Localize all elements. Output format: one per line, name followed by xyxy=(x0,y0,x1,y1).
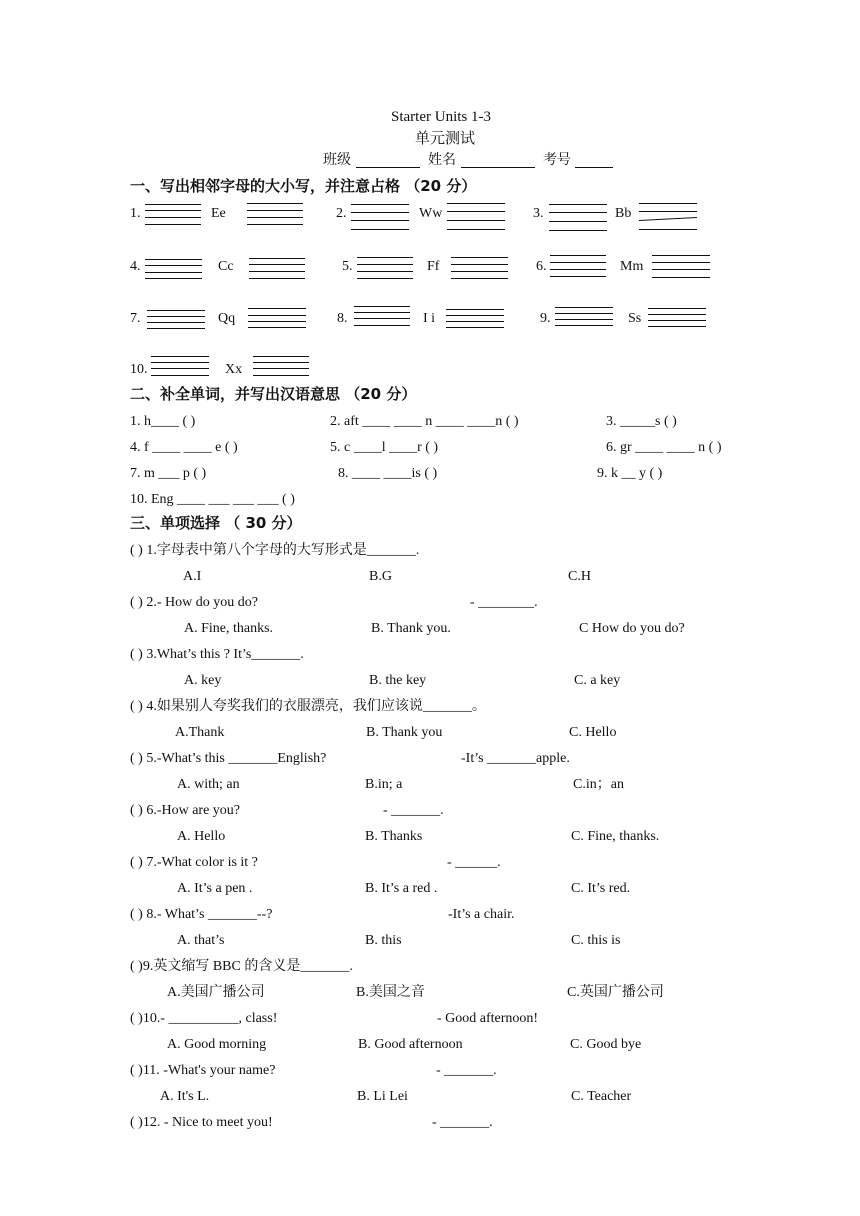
question-answer-prompt: -It’s _______apple. xyxy=(461,751,570,766)
writing-line xyxy=(248,321,306,322)
option-c[interactable]: C.in；an xyxy=(573,777,624,792)
writing-line xyxy=(357,278,413,279)
writing-line xyxy=(652,269,710,270)
option-a[interactable]: A.美国广播公司 xyxy=(167,985,265,1000)
letter-item-number: 1. xyxy=(130,206,141,221)
writing-line xyxy=(145,272,202,273)
letter-item-letter: I i xyxy=(423,311,436,326)
writing-line xyxy=(549,204,607,205)
fill-word-item[interactable]: 3. _____s ( ) xyxy=(606,414,677,429)
writing-line xyxy=(555,313,613,314)
fill-word-item[interactable]: 5. c ____l ____r ( ) xyxy=(330,440,439,455)
option-b[interactable]: B. Good afternoon xyxy=(358,1037,463,1052)
writing-line xyxy=(249,278,305,279)
option-b[interactable]: B. It’s a red . xyxy=(365,881,438,896)
writing-line xyxy=(639,203,697,204)
option-c[interactable]: C. Hello xyxy=(569,725,617,740)
writing-line xyxy=(652,255,710,256)
writing-line xyxy=(648,326,706,327)
exam-number-field-blank[interactable] xyxy=(575,167,613,168)
fill-word-item[interactable]: 6. gr ____ ____ n ( ) xyxy=(606,440,722,455)
writing-line xyxy=(451,271,508,272)
option-a[interactable]: A.Thank xyxy=(175,725,225,740)
writing-line xyxy=(639,217,697,221)
letter-item-letter: Ss xyxy=(628,311,642,326)
letter-item-letter: Cc xyxy=(218,259,234,274)
question-answer-prompt: - ______. xyxy=(447,855,501,870)
option-c[interactable]: C.H xyxy=(568,569,591,584)
option-b[interactable]: B.in; a xyxy=(365,777,403,792)
question-stem: ( ) 3.What’s this ? It’s_______. xyxy=(130,647,304,662)
writing-line xyxy=(145,224,201,225)
fill-word-item[interactable]: 1. h____ ( ) xyxy=(130,414,196,429)
writing-line xyxy=(249,264,305,265)
class-field-blank[interactable] xyxy=(356,167,420,168)
question-stem: ( ) 1.字母表中第八个字母的大写形式是_______. xyxy=(130,543,420,558)
writing-line xyxy=(247,217,303,218)
writing-line xyxy=(249,258,305,259)
letter-item-number: 6. xyxy=(536,259,547,274)
question-answer-prompt: - _______. xyxy=(432,1115,493,1130)
option-c[interactable]: C. It’s red. xyxy=(571,881,631,896)
writing-line xyxy=(357,257,413,258)
writing-line xyxy=(652,277,710,278)
option-b[interactable]: B. this xyxy=(365,933,402,948)
writing-line xyxy=(639,229,697,230)
question-stem: ( ) 7.-What color is it ? xyxy=(130,855,258,870)
letter-item-number: 10. xyxy=(130,362,148,377)
question-answer-prompt: -It’s a chair. xyxy=(448,907,515,922)
writing-line xyxy=(145,259,202,260)
writing-line xyxy=(550,269,606,270)
letter-item-letter: Ww xyxy=(419,206,443,221)
question-stem: ( ) 4.如果别人夸奖我们的衣服漂亮，我们应该说_______。 xyxy=(130,699,486,714)
writing-line xyxy=(351,204,409,205)
writing-line xyxy=(648,308,706,309)
letter-item-number: 3. xyxy=(533,206,544,221)
option-a[interactable]: A. Hello xyxy=(177,829,226,844)
option-c[interactable]: C. this is xyxy=(571,933,621,948)
question-answer-prompt: - _______. xyxy=(436,1063,497,1078)
question-answer-prompt: - _______. xyxy=(383,803,444,818)
writing-line xyxy=(451,257,508,258)
question-stem: ( ) 6.-How are you? xyxy=(130,803,241,818)
writing-line xyxy=(550,262,606,263)
option-c[interactable]: C.英国广播公司 xyxy=(567,985,664,1000)
writing-line xyxy=(648,320,706,321)
writing-line xyxy=(447,229,505,230)
option-c[interactable]: C. Teacher xyxy=(571,1089,632,1104)
writing-line xyxy=(145,265,202,266)
question-answer-prompt: - Good afternoon! xyxy=(437,1011,539,1026)
question-stem: ( )10.- __________, class! xyxy=(130,1011,278,1026)
option-c[interactable]: C. Good bye xyxy=(570,1037,642,1052)
writing-line xyxy=(451,264,508,265)
option-a[interactable]: A. that’s xyxy=(177,933,225,948)
writing-line xyxy=(446,309,504,310)
section-3-heading: 三、单项选择 （ 30 分） xyxy=(130,514,302,532)
letter-item-number: 7. xyxy=(130,311,141,326)
letter-item-number: 2. xyxy=(336,206,347,221)
option-a[interactable]: A. Good morning xyxy=(167,1037,267,1052)
letter-item-letter: Qq xyxy=(218,311,236,326)
writing-line xyxy=(351,229,409,230)
writing-line xyxy=(446,321,504,322)
writing-line xyxy=(247,224,303,225)
letter-item-letter: Bb xyxy=(615,206,632,221)
letter-item-letter: Xx xyxy=(225,362,243,377)
writing-line xyxy=(151,368,209,369)
writing-line xyxy=(249,271,305,272)
name-field-label: 姓名 xyxy=(428,153,456,168)
section-1-heading: 一、写出相邻字母的大小写，并注意占格 （20 分） xyxy=(130,177,477,195)
writing-line xyxy=(446,315,504,316)
question-stem: ( ) 8.- What’s _______--? xyxy=(130,907,273,922)
letter-item-number: 9. xyxy=(540,311,551,326)
writing-line xyxy=(351,212,409,213)
writing-line xyxy=(639,211,697,212)
writing-line xyxy=(354,312,410,313)
fill-word-item[interactable]: 9. k __ y ( ) xyxy=(597,466,663,481)
writing-line xyxy=(253,356,309,357)
writing-line xyxy=(351,220,409,221)
option-a[interactable]: A. with; an xyxy=(177,777,240,792)
writing-line xyxy=(247,203,303,204)
fill-word-item[interactable]: 4. f ____ ____ e ( ) xyxy=(130,440,238,455)
writing-line xyxy=(145,210,201,211)
writing-line xyxy=(648,314,706,315)
writing-line xyxy=(652,262,710,263)
option-c[interactable]: C. a key xyxy=(574,673,621,688)
letter-item-number: 5. xyxy=(342,259,353,274)
writing-line xyxy=(354,325,410,326)
question-answer-prompt: - ________. xyxy=(470,595,538,610)
writing-line xyxy=(247,210,303,211)
option-b[interactable]: B. the key xyxy=(369,673,427,688)
writing-line xyxy=(145,278,202,279)
fill-word-item[interactable]: 2. aft ____ ____ n ____ ____n ( ) xyxy=(330,414,519,429)
question-stem: ( )12. - Nice to meet you! xyxy=(130,1115,273,1130)
question-stem: ( ) 5.-What’s this _______English? xyxy=(130,751,327,766)
option-b[interactable]: B. Thanks xyxy=(365,829,423,844)
writing-line xyxy=(253,375,309,376)
name-field-blank[interactable] xyxy=(461,167,535,168)
writing-line xyxy=(354,306,410,307)
option-a[interactable]: A. It's L. xyxy=(160,1089,210,1104)
writing-line xyxy=(550,255,606,256)
writing-line xyxy=(357,271,413,272)
writing-line xyxy=(151,356,209,357)
option-a[interactable]: A. It’s a pen . xyxy=(177,881,253,896)
writing-line xyxy=(549,212,607,213)
writing-line xyxy=(555,325,613,326)
page-title: Starter Units 1-3 xyxy=(391,109,491,125)
letter-item-letter: Ff xyxy=(427,259,440,274)
writing-line xyxy=(253,362,309,363)
option-c[interactable]: C How do you do? xyxy=(579,621,685,636)
writing-line xyxy=(550,276,606,277)
question-stem: ( )9.英文缩写 BBC 的含义是_______. xyxy=(130,959,353,974)
letter-item-number: 8. xyxy=(337,311,348,326)
option-c[interactable]: C. Fine, thanks. xyxy=(571,829,660,844)
writing-line xyxy=(446,327,504,328)
writing-line xyxy=(151,362,209,363)
writing-line xyxy=(145,204,201,205)
writing-line xyxy=(555,319,613,320)
section-2-heading: 二、补全单词，并写出汉语意思 （20 分） xyxy=(130,385,417,403)
writing-line xyxy=(248,308,306,309)
option-b[interactable]: B. Li Lei xyxy=(357,1089,408,1104)
letter-item-letter: Ee xyxy=(211,206,226,221)
option-b[interactable]: B. Thank you xyxy=(366,725,443,740)
question-stem: ( ) 2.- How do you do? xyxy=(130,595,258,610)
writing-line xyxy=(447,203,505,204)
writing-line xyxy=(354,318,410,319)
question-stem: ( )11. -What's your name? xyxy=(130,1063,276,1078)
option-a[interactable]: A. Fine, thanks. xyxy=(184,621,274,636)
writing-line xyxy=(147,328,205,329)
fill-word-item[interactable]: 10. Eng ____ ___ ___ ___ ( ) xyxy=(130,492,295,507)
writing-line xyxy=(147,310,205,311)
class-field-label: 班级 xyxy=(323,153,351,168)
option-b[interactable]: B.G xyxy=(369,569,392,584)
writing-line xyxy=(253,368,309,369)
writing-line xyxy=(447,220,505,221)
page-subtitle: 单元测试 xyxy=(415,131,476,147)
writing-line xyxy=(248,327,306,328)
writing-line xyxy=(451,278,508,279)
fill-word-item[interactable]: 7. m ___ p ( ) xyxy=(130,466,207,481)
writing-line xyxy=(555,307,613,308)
exam-number-field-label: 考号 xyxy=(543,153,571,168)
fill-word-item[interactable]: 8. ____ ____is ( ) xyxy=(338,466,438,481)
writing-line xyxy=(145,217,201,218)
letter-item-letter: Mm xyxy=(620,259,644,274)
writing-line xyxy=(248,315,306,316)
writing-line xyxy=(357,264,413,265)
letter-item-number: 4. xyxy=(130,259,141,274)
option-b[interactable]: B. Thank you. xyxy=(371,621,451,636)
writing-line xyxy=(147,316,205,317)
writing-line xyxy=(549,221,607,222)
writing-line xyxy=(151,375,209,376)
writing-line xyxy=(447,211,505,212)
option-a[interactable]: A.I xyxy=(183,569,202,584)
option-a[interactable]: A. key xyxy=(184,673,222,688)
writing-line xyxy=(549,230,607,231)
option-b[interactable]: B.美国之音 xyxy=(356,985,425,1000)
writing-line xyxy=(147,322,205,323)
